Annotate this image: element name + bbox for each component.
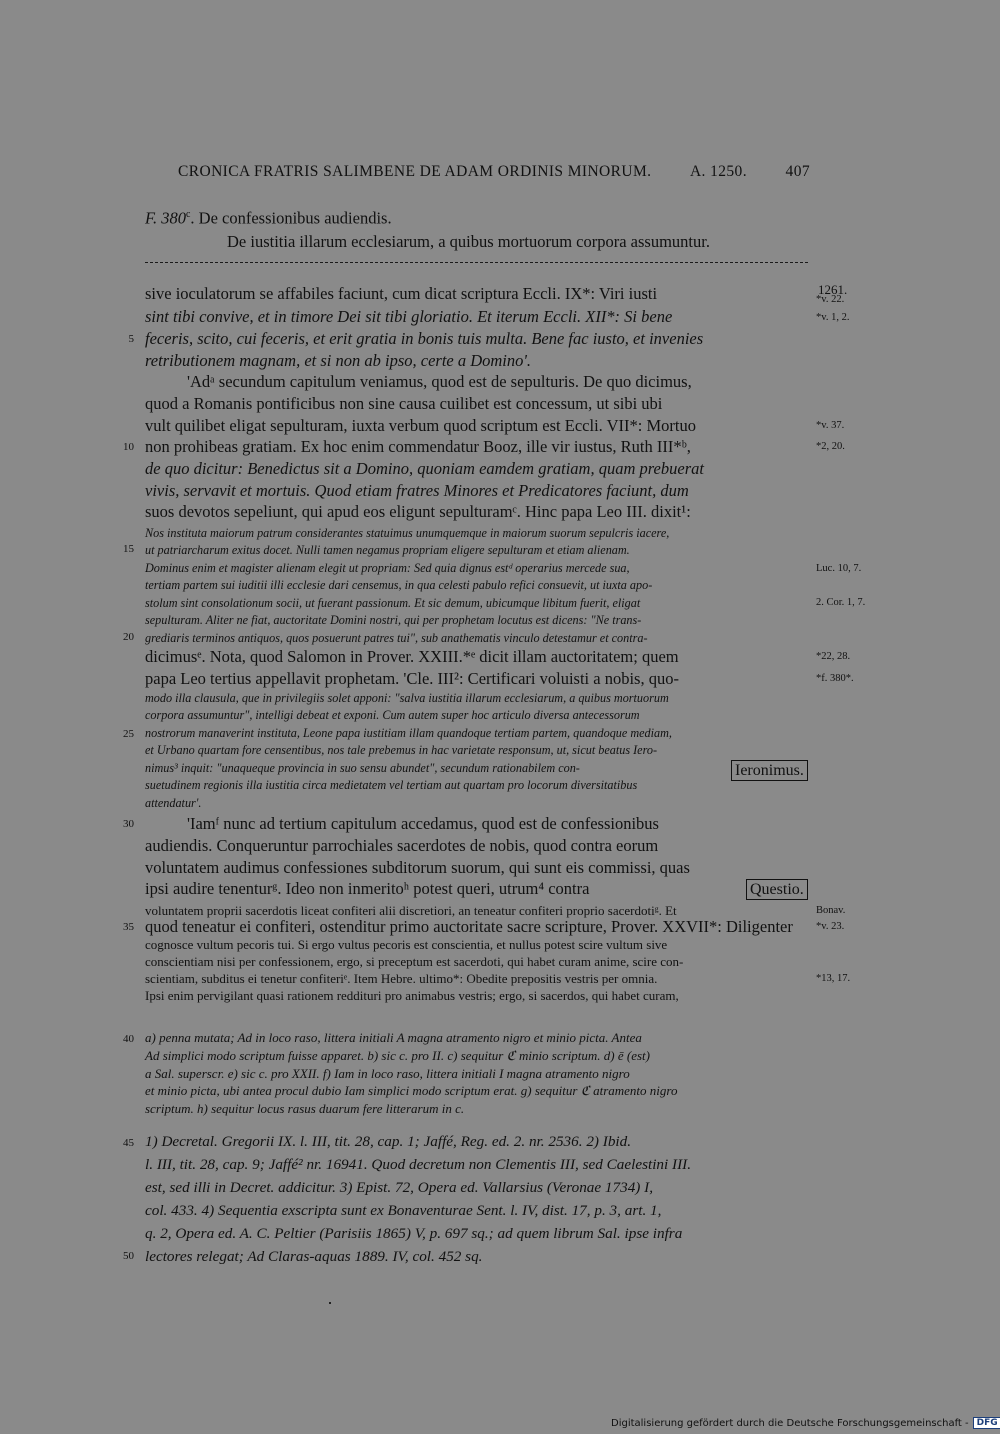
margin-reference: *v. 23.	[816, 921, 845, 932]
line-number: 15	[123, 543, 134, 555]
text-line: stolum sint consolationum socii, ut fuerant passionum. Et sic demum, ubicumque libitum fuerit, eligat	[145, 596, 641, 610]
text-line: sive ioculatorum se affabiles faciunt, cum dicat scriptura Eccli. IX*: Viri iusti	[145, 284, 658, 303]
text-line: suetudinem regionis illa iustitia circa medietatem vel tertiam aut quartam pro locorum diversitatibus	[145, 778, 638, 792]
apparatus-line: a Sal. superscr. e) sic c. pro XXII. f) Iam in loco raso, littera initiali I magna atramento nigro	[145, 1066, 630, 1081]
text-line: Dominus enim et magister alienam elegit ut propriam: Sed quia dignus estᵈ operarius mercede sua,	[145, 561, 630, 575]
text-line: vult quilibet eligat sepulturam, iuxta verbum quod scriptum est Eccli. VII*: Mortuo	[145, 416, 696, 435]
text-line: conscientiam nisi per confessionem, ergo, si preceptum est sacerdoti, qui habet curam anime, scire con-	[145, 954, 684, 969]
apparatus-line: et minio picta, ubi antea procul dubio Iam simplici modo scriptum erat. g) sequitur ℭ atramento nigro	[145, 1083, 678, 1098]
footnote-line: lectores relegat; Ad Claras-aquas 1889. IV, col. 452 sq.	[145, 1248, 483, 1265]
text-line: quod a Romanis pontificibus non sine causa cuilibet est concessum, ut sibi ubi	[145, 394, 663, 413]
page-number: 407	[785, 163, 810, 180]
boxed-margin-keyword: Questio.	[746, 879, 808, 900]
margin-reference: *f. 380*.	[816, 673, 854, 684]
apparatus-line: Ad simplici modo scriptum fuisse apparet. b) sic c. pro II. c) sequitur ℭ minio scriptum. d) ē (est)	[145, 1048, 651, 1063]
text-line: modo illa clausula, que in privilegiis solet apponi: "salva iustitia illarum ecclesiarum, a quibus mortuorum	[145, 691, 669, 705]
text-line: nimus³ inquit: "unaqueque provincia in suo sensu abundet", secundum rationabilem con-	[145, 761, 580, 775]
footnote-line: est, sed illi in Decret. addicitur. 3) Epist. 72, Opera ed. Vallarsius (Veronae 1734) I,	[145, 1179, 654, 1196]
text-line: ut patriarcharum exitus docet. Nulli tamen negamus propriam eligere sepulturam et etiam alienam.	[145, 543, 630, 557]
folio-heading-text-1: . De confessionibus audiendis.	[190, 208, 392, 228]
margin-reference: *v. 1, 2.	[816, 312, 850, 323]
text-line: 'Iamᶠ nunc ad tertium capitulum accedamus, quod est de confessionibus	[187, 814, 659, 833]
text-line: sepulturam. Aliter ne fiat, auctoritate Domini nostri, qui per prophetam locutus est dicens: "Ne trans-	[145, 613, 642, 627]
line-number: 10	[123, 441, 134, 453]
text-line: cognosce vultum pecoris tui. Si ergo vultus pecoris est conscientia, et nullus potest scire vultum sive	[145, 937, 668, 952]
boxed-margin-keyword: Ieronimus.	[731, 760, 808, 781]
line-number: 20	[123, 631, 134, 643]
margin-reference: Luc. 10, 7.	[816, 563, 862, 574]
footnote-line: 1) Decretal. Gregorii IX. l. III, tit. 28, cap. 1; Jaffé, Reg. ed. 2. nr. 2536. 2) Ibid.	[145, 1133, 632, 1150]
text-line: voluntatem audimus confessiones subditorum suorum, qui sunt eis commissi, quas	[145, 858, 690, 877]
text-line: feceris, scito, cui feceris, et erit gratia in bonis tuis multa. Bene fac iusto, et invenies	[145, 329, 704, 348]
apparatus-line: scriptum. h) sequitur locus rasus duarum fere litterarum in c.	[145, 1101, 465, 1116]
running-head	[178, 163, 810, 181]
footer-text: Digitalisierung gefördert durch die Deutsche Forschungsgemeinschaft -	[611, 1417, 969, 1429]
text-line: suos devotos sepeliunt, qui apud eos eligunt sepulturamᶜ. Hinc papa Leo III. dixit¹:	[145, 502, 691, 521]
margin-reference: 1261.	[818, 282, 848, 297]
line-number: 35	[123, 921, 134, 933]
footer-credit	[611, 1417, 1000, 1429]
line-number: 5	[128, 333, 134, 345]
text-line: scientiam, subditus ei tenetur confiteriᵉ. Item Hebre. ultimo*: Obedite prepositis vestris per omnia.	[145, 971, 658, 986]
text-line: audiendis. Conqueruntur parrochiales sacerdotes de nobis, quod contra eorum	[145, 836, 659, 855]
apparatus-line: a) penna mutata; Ad in loco raso, littera initiali A magna atramento nigro et minio picta. Antea	[145, 1030, 642, 1045]
text-line: vivis, servavit et mortuis. Quod etiam fratres Minores et Predicatores faciunt, dum	[145, 481, 689, 500]
text-line: 'Adᵃ secundum capitulum veniamus, quod est de sepulturis. De quo dicimus,	[187, 372, 692, 391]
dfg-logo-icon: DFG	[973, 1417, 1000, 1429]
footnote-line: col. 433. 4) Sequentia exscripta sunt ex Bonaventurae Sent. l. IV, dist. 17, p. 3, art. 1,	[145, 1202, 662, 1219]
text-line: Ipsi enim pervigilant quasi rationem reddituri pro animabus vestris; ergo, si sacerdos, qui habet curam,	[145, 988, 679, 1003]
text-line: quod teneatur ei confiteri, ostenditur primo auctoritate sacre scripture, Prover. XXVII*: Diligenter	[145, 917, 793, 936]
header-rule	[145, 262, 808, 263]
text-line: attendatur'.	[145, 796, 202, 810]
margin-reference: Bonav.	[816, 905, 846, 916]
text-line: Nos instituta maiorum patrum considerantes statuimus unumquemque in maiorum suorum sepulcris iacere,	[145, 526, 670, 540]
folio-heading-line-1	[145, 203, 815, 230]
margin-reference: *2, 20.	[816, 441, 845, 452]
line-number: 50	[123, 1250, 134, 1262]
folio-superscript: c	[185, 209, 191, 220]
folio-heading-line-2: De iustitia illarum ecclesiarum, a quibus mortuorum corpora assumuntur.	[227, 231, 710, 251]
text-line: grediaris terminos antiquos, quos posuerunt patres tui", sub anathematis vinculo detestamur et contra-	[145, 631, 648, 645]
text-line: papa Leo tertius appellavit prophetam. 'Cle. III²: Certificari voluisti a nobis, quo-	[145, 669, 679, 688]
margin-reference: 2. Cor. 1, 7.	[816, 597, 866, 608]
footnote-line: l. III, tit. 28, cap. 9; Jaffé² nr. 16941. Quod decretum non Clementis III, sed Caelestini III.	[145, 1156, 691, 1173]
line-number: 30	[123, 818, 134, 830]
margin-reference: *13, 17.	[816, 973, 851, 984]
folio-heading	[145, 203, 815, 253]
footnote-line: q. 2, Opera ed. A. C. Peltier (Parisiis 1865) V, p. 697 sq.; ad quem librum Sal. ipse infra	[145, 1225, 683, 1242]
text-line: non prohibeas gratiam. Ex hoc enim commendatur Booz, ille vir iustus, Ruth III*ᵇ,	[145, 437, 691, 456]
text-line: voluntatem proprii sacerdotis liceat confiteri alii discretiori, an teneatur confiteri proprio sacerdotiᵍ. Et	[145, 903, 677, 918]
margin-reference: *22, 28.	[816, 651, 851, 662]
folio-number: F. 380	[145, 208, 186, 228]
text-line: et Urbano quartam fore censentibus, nos tale prebemus in hac varietate responsum, ut, sicut beatus Iero-	[145, 743, 658, 757]
margin-reference: *v. 22.	[816, 294, 845, 305]
text-line: tertiam partem sui iuditii illi ecclesie dari censemus, in qua celesti pabulo refici consuevit, ut iuxta apo-	[145, 578, 653, 592]
text-line: dicimusᵉ. Nota, quod Salomon in Prover. XXIII.*ᵉ dicit illam auctoritatem; quem	[145, 647, 679, 666]
margin-reference: *v. 37.	[816, 420, 845, 431]
text-line: corpora assumuntur", intelligi debeat et exponi. Cum autem super hoc articulo diversa antecessorum	[145, 708, 640, 722]
text-line: de quo dicitur: Benedictus sit a Domino, quoniam eamdem gratiam, quam prebuerat	[145, 459, 704, 478]
line-number: 45	[123, 1137, 134, 1149]
text-line: retributionem magnam, et si non ab ipso, certe a Domino'.	[145, 351, 532, 370]
text-line: ipsi audire tenenturᵍ. Ideo non inmeritoʰ potest queri, utrum⁴ contra	[145, 879, 590, 898]
text-line: sint tibi convive, et in timore Dei sit tibi gloriatio. Et iterum Eccli. XII*: Si bene	[145, 307, 673, 326]
text-line: nostrorum manaverint instituta, Leone papa iustitiam illam quandoque tertiam partem, quandoque mediam,	[145, 726, 672, 740]
stray-mark	[329, 1302, 331, 1304]
line-number: 25	[123, 728, 134, 740]
line-number: 40	[123, 1033, 134, 1045]
running-head-year: A. 1250.	[689, 163, 747, 180]
running-head-title: CRONICA FRATRIS SALIMBENE DE ADAM ORDINIS MINORUM.	[178, 163, 652, 180]
